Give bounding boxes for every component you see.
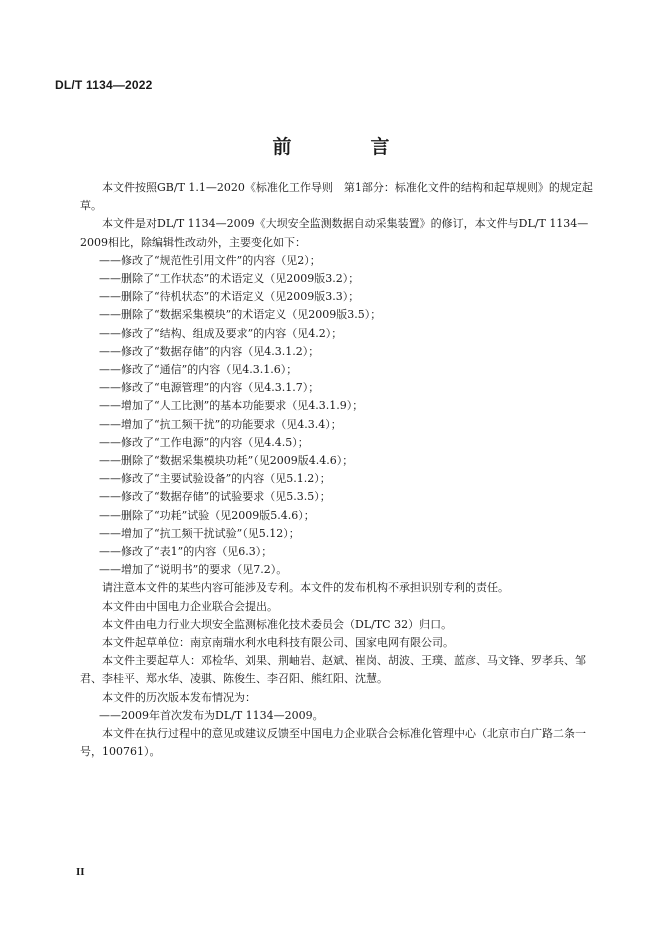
list-item: ——修改了“通信”的内容（见4.3.1.6）； bbox=[99, 363, 298, 377]
list-item: ——修改了“工作电源”的内容（见4.4.5）； bbox=[99, 435, 309, 449]
list-item: ——修改了“表1”的内容（见6.3）； bbox=[99, 545, 273, 559]
list-item: ——修改了“数据存储”的试验要求（见5.3.5）； bbox=[99, 490, 331, 504]
foreword-body bbox=[80, 179, 600, 762]
list-item: ——增加了“说明书”的要求（见7.2）。 bbox=[99, 563, 288, 577]
history-item: ——2009年首次发布为DL/T 1134—2009。 bbox=[99, 708, 324, 722]
list-item: ——修改了“结构、组成及要求”的内容（见4.2）； bbox=[99, 326, 343, 340]
list-item: ——修改了“电源管理”的内容（见4.3.1.7）； bbox=[99, 381, 320, 395]
paragraph-proposer: 本文件由中国电力企业联合会提出。 bbox=[102, 599, 278, 613]
list-item: ——增加了“抗工频干扰试验”（见5.12）； bbox=[99, 526, 300, 540]
paragraph-patent-notice: 请注意本文件的某些内容可能涉及专利。本文件的发布机构不承担识别专利的责任。 bbox=[102, 581, 509, 595]
list-item: ——删除了“待机状态”的术语定义（见2009版3.3）； bbox=[99, 290, 360, 304]
paragraph-feedback: 本文件在执行过程中的意见或建议反馈至中国电力企业联合会标准化管理中心（北京市白广路二条一号，100761）。 bbox=[80, 727, 586, 759]
list-item: ——删除了“数据采集模块”的术语定义（见2009版3.5）； bbox=[99, 308, 382, 322]
paragraph-drafting-rules: 本文件按照GB/T 1.1—2020《标准化工作导则 第1部分：标准化文件的结构和起草规则》的规定起草。 bbox=[80, 181, 593, 213]
paragraph-drafting-units: 本文件起草单位：南京南瑞水利水电科技有限公司、国家电网有限公司。 bbox=[102, 636, 454, 650]
list-item: ——修改了“数据存储”的内容（见4.3.1.2）； bbox=[99, 344, 320, 358]
list-item: ——增加了“抗工频干扰”的功能要求（见4.3.4）； bbox=[99, 417, 342, 431]
list-item: ——增加了“人工比测”的基本功能要求（见4.3.1.9）； bbox=[99, 399, 364, 413]
list-item: ——修改了“主要试验设备”的内容（见5.1.2）； bbox=[99, 472, 331, 486]
list-item: ——删除了“工作状态”的术语定义（见2009版3.2）； bbox=[99, 272, 360, 286]
page-title: 前 言 bbox=[272, 136, 420, 158]
list-item: ——删除了“数据采集模块功耗”（见2009版4.4.6）； bbox=[99, 454, 354, 468]
list-item: ——删除了“功耗”试验（见2009版5.4.6）； bbox=[99, 508, 315, 522]
paragraph-committee: 本文件由电力行业大坝安全监测标准化技术委员会（DL/TC 32）归口。 bbox=[102, 617, 453, 631]
list-item: ——修改了“规范性引用文件”的内容（见2）； bbox=[99, 253, 321, 267]
standard-number: DL/T 1134—2022 bbox=[55, 78, 153, 92]
paragraph-drafters: 本文件主要起草人：邓检华、刘果、荆岫岩、赵斌、崔岗、胡波、王璞、蓝彦、马文锋、罗孝兵、邹君、李桂平、郑水华、凌骐、陈俊生、李召阳、熊红阳、沈慧。 bbox=[80, 654, 586, 686]
changes-list bbox=[80, 252, 600, 580]
paragraph-revision: 本文件是对DL/T 1134—2009《大坝安全监测数据自动采集装置》的修订，本文件与DL/T 1134—2009相比，除编辑性改动外，主要变化如下： bbox=[80, 217, 589, 249]
page-number: II bbox=[76, 866, 85, 878]
paragraph-history-intro: 本文件的历次版本发布情况为： bbox=[102, 690, 256, 704]
